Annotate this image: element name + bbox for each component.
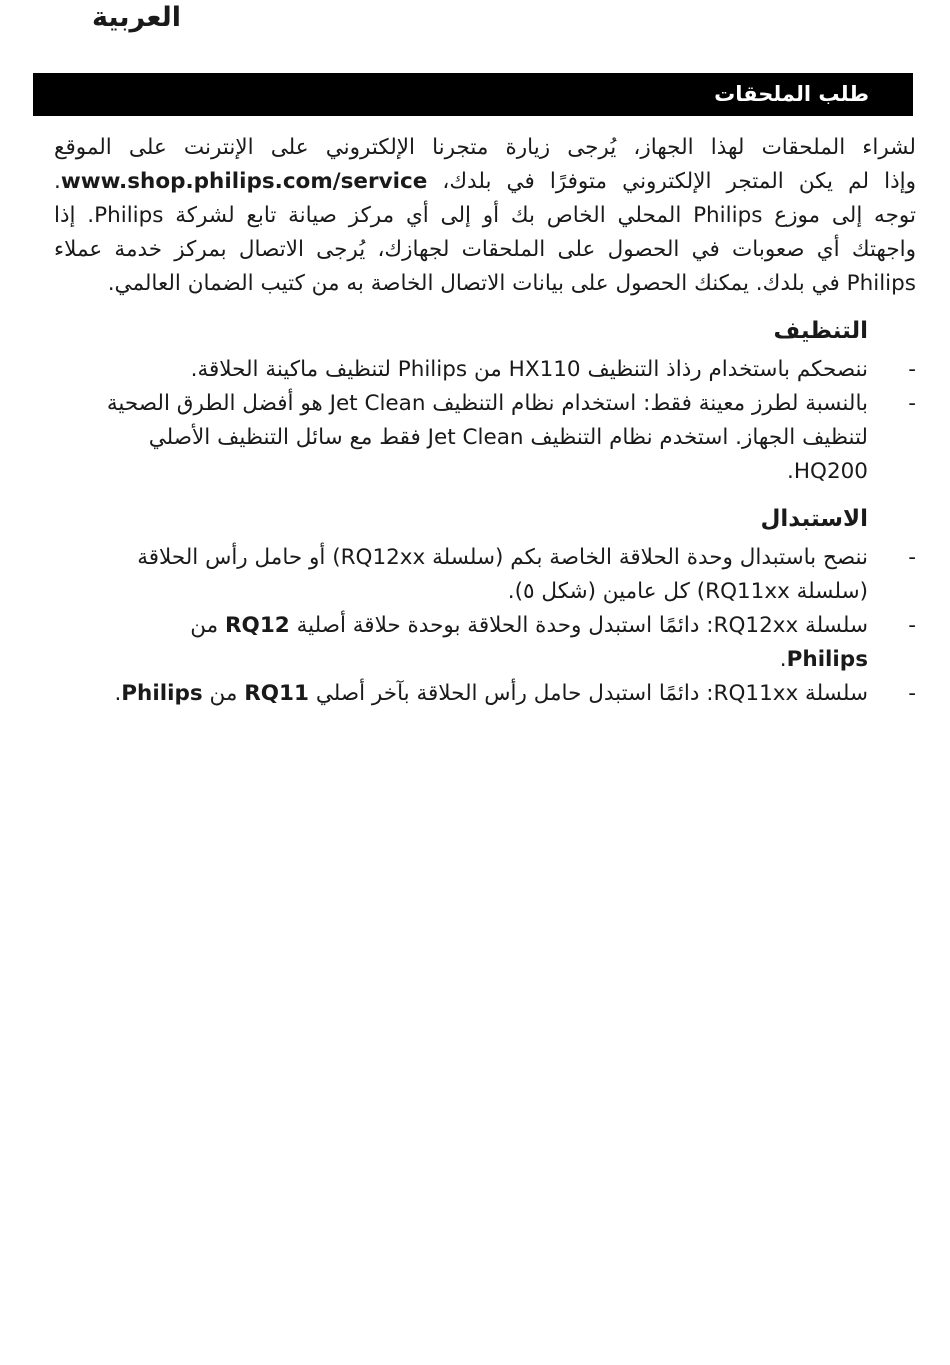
list-item — [40, 541, 916, 609]
list-dash: - — [908, 545, 916, 570]
section-header-bar — [33, 73, 913, 116]
cleaning-heading: التنظيف — [773, 318, 868, 344]
replacement-list — [40, 541, 916, 711]
model-number: RQ11 — [244, 681, 309, 706]
cleaning-list — [40, 353, 916, 489]
section-title: طلب الملحقات — [714, 82, 869, 106]
list-item — [40, 387, 916, 489]
list-item — [40, 353, 916, 387]
intro-text: وإذا لم يكن المتجر الإلكتروني متوفرًا في بلدك، — [427, 169, 916, 194]
list-item-text: ننصح باستبدال وحدة الحلاقة الخاصة بكم (سلسلة RQ12xx) أو حامل رأس الحلاقة — [137, 545, 868, 570]
list-item — [40, 609, 916, 677]
intro-paragraph — [54, 131, 916, 301]
list-item-text: لتنظيف الجهاز. استخدم نظام التنظيف Jet Clean فقط مع سائل التنظيف الأصلي — [148, 425, 868, 450]
list-item-text — [40, 677, 868, 711]
intro-line: واجهتك أي صعوبات في الحصول على الملحقات لجهازك، يُرجى الاتصال بمركز خدمة عملاء — [54, 237, 916, 262]
list-dash: - — [908, 357, 916, 382]
list-item-text: HQ200. — [787, 459, 868, 484]
list-item-text: بالنسبة لطرز معينة فقط: استخدام نظام التنظيف Jet Clean هو أفضل الطرق الصحية — [106, 391, 868, 416]
intro-punct: . — [54, 169, 61, 194]
model-number: RQ12 — [224, 613, 290, 638]
intro-line: توجه إلى موزع Philips المحلي الخاص بك أو إلى أي مركز صيانة تابع لشركة Philips. إذا — [54, 203, 916, 228]
intro-line: لشراء الملحقات لهذا الجهاز، يُرجى زيارة متجرنا الإلكتروني على الإنترنت على الموقع — [54, 135, 916, 160]
list-item-segment: . — [114, 681, 122, 706]
list-item-text — [40, 643, 868, 677]
language-title: العربية — [92, 2, 181, 33]
shop-url: www.shop.philips.com/service — [60, 169, 428, 194]
list-item-text — [40, 609, 868, 643]
list-dash: - — [908, 613, 916, 638]
brand-name: Philips — [786, 647, 868, 672]
list-item-segment: من — [202, 681, 245, 706]
intro-line: Philips في بلدك. يمكنك الحصول على بيانات الاتصال الخاصة به من كتيب الضمان العالمي. — [107, 271, 916, 296]
list-item-segment: . — [779, 647, 787, 672]
brand-name: Philips — [121, 681, 203, 706]
list-item-segment: من — [190, 613, 225, 638]
intro-line — [54, 165, 916, 199]
list-item-text: (سلسلة RQ11xx) كل عامين (شكل ٥). — [507, 579, 868, 604]
replacement-heading: الاستبدال — [760, 506, 868, 532]
list-dash: - — [908, 681, 916, 706]
list-dash: - — [908, 391, 916, 416]
list-item-text: ننصحكم باستخدام رذاذ التنظيف HX110 من Philips لتنظيف ماكينة الحلاقة. — [190, 357, 868, 382]
list-item-segment: سلسلة RQ11xx: دائمًا استبدل حامل رأس الحلاقة بآخر أصلي — [308, 681, 868, 706]
list-item-segment: سلسلة RQ12xx: دائمًا استبدل وحدة الحلاقة بوحدة حلاقة أصلية — [289, 613, 868, 638]
list-item — [40, 677, 916, 711]
